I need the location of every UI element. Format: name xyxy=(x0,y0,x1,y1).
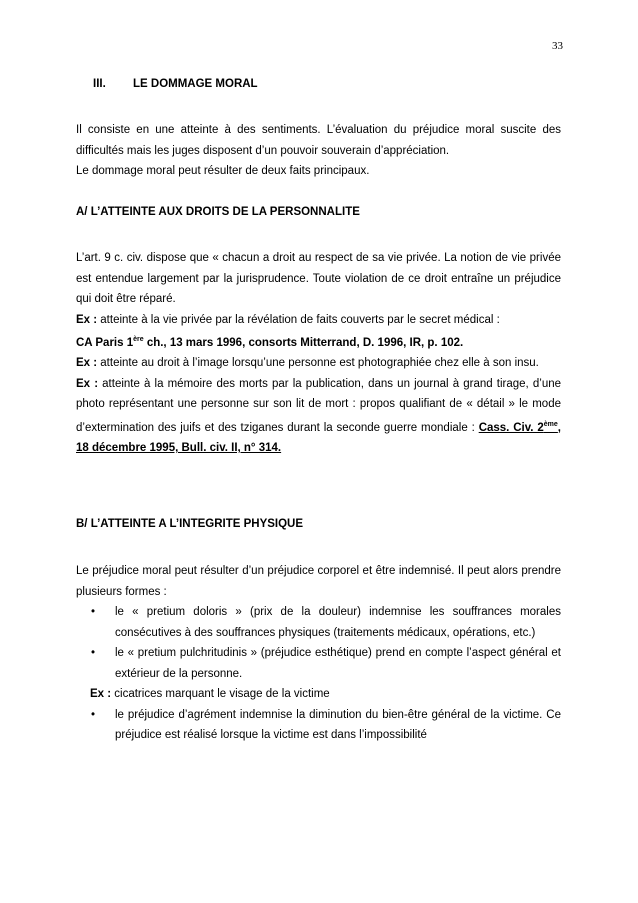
list-item xyxy=(76,643,561,684)
section-a-paragraph: L’art. 9 c. civ. dispose que « chacun a droit au respect de sa vie privée. La notion de vie privée est entendue largement par la jurisprudence. Toute violation de ce droit entraîne un préjudice qui doit être réparé. xyxy=(76,252,561,305)
citation-part: CA Paris 1 xyxy=(76,336,134,349)
example-text: atteinte à la vie privée par la révélation de faits couverts par le secret médical : xyxy=(97,313,500,326)
chapter-heading xyxy=(93,78,258,90)
heading-number: III. xyxy=(93,78,106,90)
example-2 xyxy=(76,353,561,374)
example-label: Ex : xyxy=(90,688,112,700)
citation-sup: ère xyxy=(133,336,144,343)
list-item-text: le « pretium pulchritudinis » (préjudice esthétique) prend en compte l’aspect général et extérieur de la personne. xyxy=(115,647,561,680)
section-a-title: A/ L’ATTEINTE AUX DROITS DE LA PERSONNALITE xyxy=(76,206,360,218)
citation-part: , 18 décembre 1995, Bull. civ. II, n° 314. xyxy=(76,421,561,455)
citation-part: ch., 13 mars 1996, consorts Mitterrand, D. 1996, IR, p. 102. xyxy=(143,336,464,349)
example-text: cicatrices marquant le visage de la victime xyxy=(111,688,330,700)
example-3 xyxy=(76,374,561,459)
intro-paragraph: Le dommage moral peut résulter de deux faits principaux. xyxy=(76,165,370,177)
bullet-list xyxy=(76,705,561,746)
example-label: Ex : xyxy=(76,377,99,390)
section-b-body xyxy=(76,561,561,746)
heading-title: LE DOMMAGE MORAL xyxy=(133,78,258,90)
example-text: atteinte au droit à l’image lorsqu’une personne est photographiée chez elle à son insu. xyxy=(97,357,539,370)
list-item xyxy=(76,705,561,746)
citation-sup: ème xyxy=(543,420,558,428)
list-item-text: le « pretium doloris » (prix de la douleur) indemnise les souffrances morales consécutives à des souffrances physiques (traitements médicaux, opérations, etc.) xyxy=(115,606,561,639)
bullet-list xyxy=(76,602,561,684)
section-b-title: B/ L’ATTEINTE A L’INTEGRITE PHYSIQUE xyxy=(76,518,304,530)
list-item-text: le préjudice d’agrément indemnise la diminution du bien-être général de la victime. Ce préjudice est réalisé lorsque la victime est dans l’impossibilité xyxy=(115,708,561,741)
example-1 xyxy=(76,310,561,331)
bullet-icon: • xyxy=(91,647,96,659)
bullet-icon: • xyxy=(91,606,96,618)
example-b xyxy=(76,684,561,705)
intro-block xyxy=(76,120,561,182)
list-item xyxy=(76,602,561,643)
intro-paragraph: Il consiste en une atteinte à des sentiments. L’évaluation du préjudice moral suscite des difficultés mais les juges disposent d’un pouvoir souverain d’appréciation. xyxy=(76,124,561,157)
page-number: 33 xyxy=(552,40,563,52)
example-label: Ex : xyxy=(76,357,98,370)
example-text: atteinte à la mémoire des morts par la publication, dans un journal à grand tirage, d’une photo représentant une personne sur son lit de mort : propos qualifiant de « détail » le mode d’extermination des juifs et des tziganes durant la seconde guerre mondiale : xyxy=(76,377,562,434)
bullet-icon: • xyxy=(91,708,96,721)
example-label: Ex : xyxy=(76,313,98,326)
citation-part: Cass. Civ. 2 xyxy=(478,421,544,434)
section-b-paragraph: Le préjudice moral peut résulter d’un préjudice corporel et être indemnisé. Il peut alors prendre plusieurs formes : xyxy=(76,565,561,598)
citation-1 xyxy=(76,330,561,353)
section-a-body xyxy=(76,248,561,459)
